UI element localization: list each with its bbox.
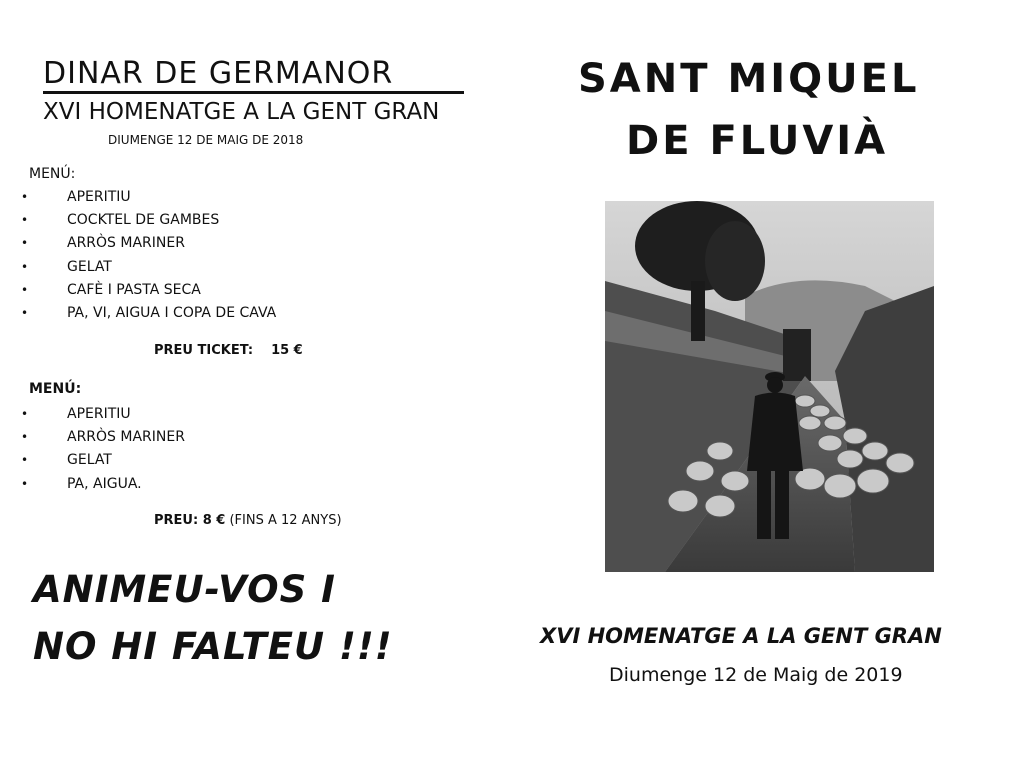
bullet-icon: • xyxy=(21,236,29,251)
menu-item-label: GELAT xyxy=(67,452,112,469)
bullet-icon: • xyxy=(21,407,29,421)
event-subtitle: XVI HOMENATGE A LA GENT GRAN xyxy=(540,624,942,648)
menu-list xyxy=(21,403,185,496)
price-value: 15 € xyxy=(271,343,303,358)
shepherd-photo xyxy=(605,201,934,572)
bullet-icon: • xyxy=(21,213,29,228)
village-title: SANT MIQUEL xyxy=(578,56,920,102)
menu-item-label: COCKTEL DE GAMBES xyxy=(67,212,220,229)
list-item xyxy=(21,426,185,449)
menu-list xyxy=(21,186,276,325)
menu-heading: MENÚ: xyxy=(29,381,82,397)
menu-item-label: APERITIU xyxy=(67,406,131,422)
list-item xyxy=(21,302,276,325)
menu-item-label: GELAT xyxy=(67,258,112,275)
title-underline xyxy=(43,91,464,94)
menu-item-label: APERITIU xyxy=(67,189,131,205)
list-item xyxy=(21,209,276,232)
page-title: DINAR DE GERMANOR xyxy=(43,56,394,91)
event-date: DIUMENGE 12 DE MAIG DE 2018 xyxy=(108,133,304,147)
menu-item-label: ARRÒS MARINER xyxy=(67,429,185,446)
menu-item-label: PA, AIGUA. xyxy=(67,475,142,492)
price-line xyxy=(154,513,342,528)
subtitle: XVI HOMENATGE A LA GENT GRAN xyxy=(43,99,440,125)
bullet-icon: • xyxy=(21,259,29,274)
price-line xyxy=(154,343,303,358)
photo-illustration xyxy=(605,201,934,572)
list-item xyxy=(21,256,276,279)
village-title: DE FLUVIÀ xyxy=(626,118,889,164)
bullet-icon: • xyxy=(21,282,29,297)
bullet-icon: • xyxy=(21,305,29,320)
list-item xyxy=(21,232,276,255)
menu-item-label: ARRÒS MARINER xyxy=(67,235,185,252)
bullet-icon: • xyxy=(21,453,29,468)
menu-item-label: CAFÈ I PASTA SECA xyxy=(67,281,201,298)
bullet-icon: • xyxy=(21,476,29,491)
bullet-icon: • xyxy=(21,430,29,445)
menu-item-label: PA, VI, AIGUA I COPA DE CAVA xyxy=(67,304,277,321)
slogan-line: ANIMEU-VOS I xyxy=(33,568,336,611)
list-item xyxy=(21,473,185,496)
menu-heading: MENÚ: xyxy=(29,166,76,182)
bullet-icon: • xyxy=(21,190,29,204)
slogan-line: NO HI FALTEU !!! xyxy=(33,625,393,668)
event-date: Diumenge 12 de Maig de 2019 xyxy=(609,664,903,686)
price-note: (FINS A 12 ANYS) xyxy=(225,513,342,528)
price-label: PREU TICKET: xyxy=(154,343,254,358)
list-item xyxy=(21,449,185,472)
list-item xyxy=(21,279,276,302)
price-label: PREU: 8 € xyxy=(154,513,226,528)
list-item xyxy=(21,403,185,426)
list-item xyxy=(21,186,276,209)
